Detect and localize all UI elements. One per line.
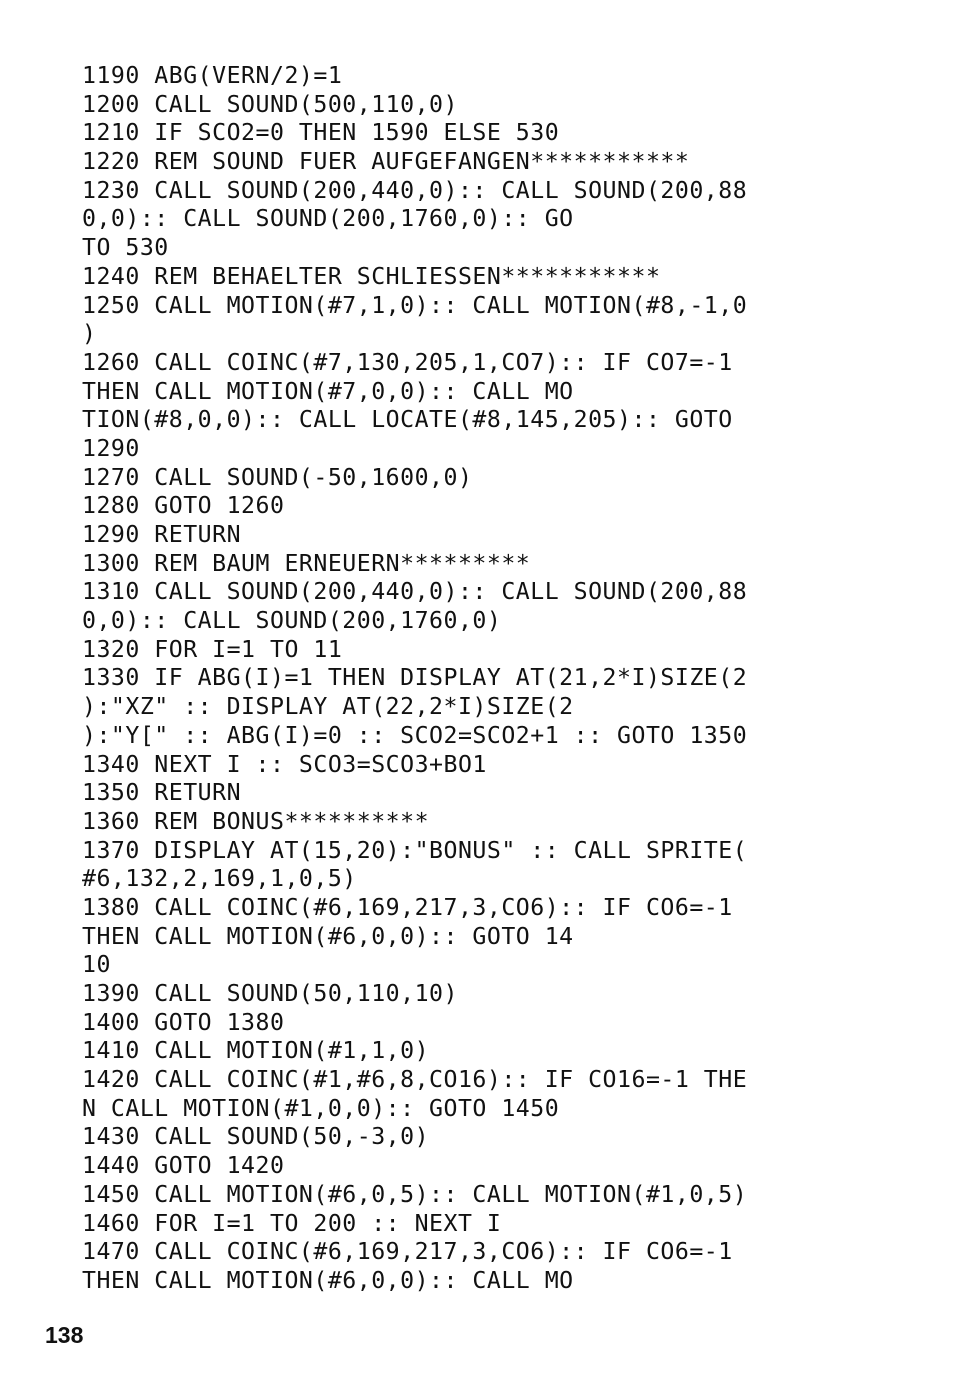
code-line: THEN CALL MOTION(#7,0,0):: CALL MO — [82, 377, 574, 405]
code-line: THEN CALL MOTION(#6,0,0):: CALL MO — [82, 1266, 574, 1294]
code-line: 1250 CALL MOTION(#7,1,0):: CALL MOTION(#8,-1,0 — [82, 291, 748, 319]
code-line: 1230 CALL SOUND(200,440,0):: CALL SOUND(200,88 — [82, 176, 748, 204]
code-line: 1380 CALL COINC(#6,169,217,3,CO6):: IF CO6=-1 — [82, 893, 733, 921]
code-line: 1410 CALL MOTION(#1,1,0) — [82, 1037, 430, 1065]
code-line: 1290 RETURN — [82, 521, 242, 548]
code-line: 0,0):: CALL SOUND(200,1760,0):: GO — [82, 205, 574, 233]
code-line: 1320 FOR I=1 TO 11 — [82, 635, 343, 663]
code-line: 1330 IF ABG(I)=1 THEN DISPLAY AT(21,2*I)SIZE(2 — [82, 664, 748, 692]
code-line: 1440 GOTO 1420 — [82, 1152, 285, 1180]
code-line: 1260 CALL COINC(#7,130,205,1,CO7):: IF CO7=-1 — [82, 348, 733, 376]
code-line: 1360 REM BONUS********** — [82, 807, 430, 835]
code-line: 1280 GOTO 1260 — [82, 492, 285, 520]
code-line: 1340 NEXT I :: SCO3=SCO3+BO1 — [82, 750, 487, 778]
code-line: 1390 CALL SOUND(50,110,10) — [82, 980, 458, 1007]
code-line: N CALL MOTION(#1,0,0):: GOTO 1450 — [82, 1094, 560, 1122]
program-listing — [82, 62, 902, 1296]
code-line: 10 — [82, 951, 111, 979]
code-line: 1300 REM BAUM ERNEUERN********* — [82, 549, 531, 577]
code-line: 1420 CALL COINC(#1,#6,8,CO16):: IF CO16=-1 THE — [82, 1066, 748, 1094]
code-line: THEN CALL MOTION(#6,0,0):: GOTO 14 — [82, 922, 574, 950]
code-line: 1400 GOTO 1380 — [82, 1008, 285, 1036]
code-line: 1220 REM SOUND FUER AUFGEFANGEN*********** — [82, 148, 690, 176]
code-line: 1290 — [82, 434, 140, 462]
code-line: 1370 DISPLAY AT(15,20):"BONUS" :: CALL SPRITE( — [82, 836, 748, 864]
code-line: 1240 REM BEHAELTER SCHLIESSEN*********** — [82, 262, 661, 290]
code-line: 1190 ABG(VERN/2)=1 — [82, 62, 343, 89]
code-line: 1210 IF SCO2=0 THEN 1590 ELSE 530 — [82, 119, 560, 147]
code-line: 1470 CALL COINC(#6,169,217,3,CO6):: IF CO6=-1 — [82, 1238, 733, 1266]
code-line: #6,132,2,169,1,0,5) — [82, 865, 357, 893]
code-line: 0,0):: CALL SOUND(200,1760,0) — [82, 607, 502, 635]
code-line: ):"XZ" :: DISPLAY AT(22,2*I)SIZE(2 — [82, 693, 574, 721]
code-line: 1270 CALL SOUND(-50,1600,0) — [82, 463, 473, 491]
code-line: TION(#8,0,0):: CALL LOCATE(#8,145,205):: GOTO — [82, 406, 733, 434]
code-line: ):"Y[" :: ABG(I)=0 :: SCO2=SCO2+1 :: GOTO 1350 — [82, 721, 748, 749]
code-line: TO 530 — [82, 234, 169, 262]
code-line: 1350 RETURN — [82, 779, 242, 807]
code-line: 1200 CALL SOUND(500,110,0) — [82, 90, 458, 118]
code-line: 1460 FOR I=1 TO 200 :: NEXT I — [82, 1209, 502, 1237]
page-number: 138 — [45, 1322, 84, 1348]
code-line: 1310 CALL SOUND(200,440,0):: CALL SOUND(200,88 — [82, 578, 748, 606]
code-line: ) — [82, 320, 97, 348]
code-line: 1450 CALL MOTION(#6,0,5):: CALL MOTION(#1,0,5) — [82, 1180, 748, 1208]
code-line: 1430 CALL SOUND(50,-3,0) — [82, 1123, 430, 1151]
